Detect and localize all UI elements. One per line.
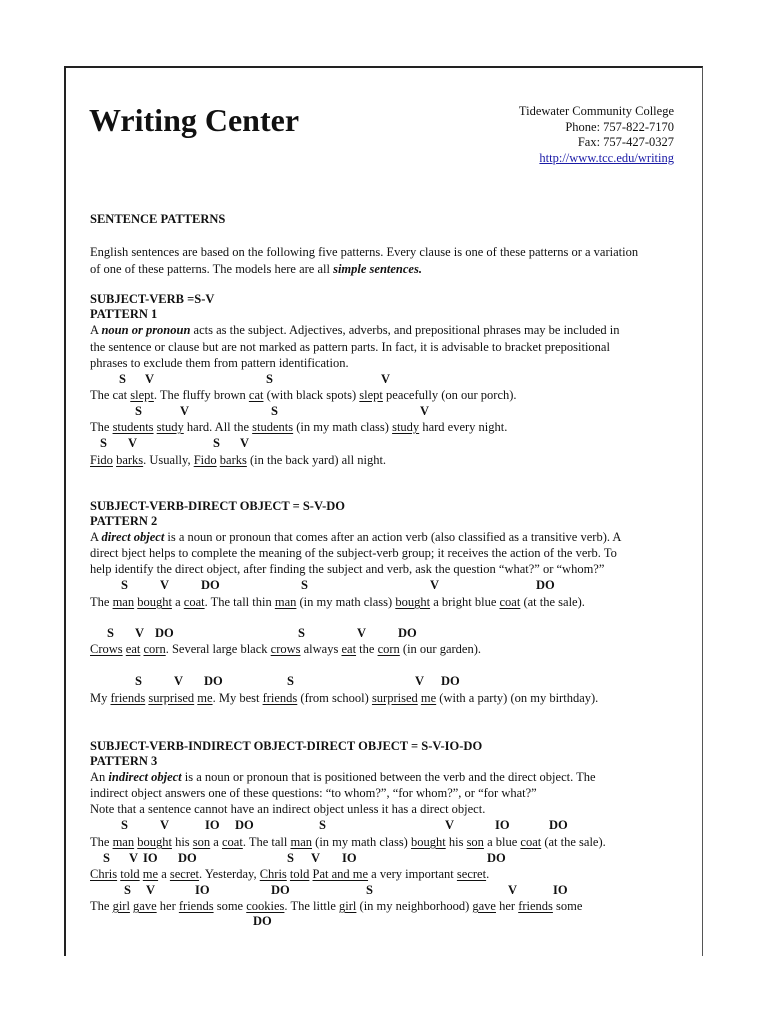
label-do: DO [271,883,290,897]
label-s: S [271,404,278,418]
label-v: V [128,436,138,450]
label-do: DO [549,818,568,832]
label-do: DO [253,914,272,928]
label-s: S [124,883,131,897]
example-sentence: Crows eat corn. Several large black crows always eat the corn (in our garden). [90,642,482,656]
label-v: V [129,851,139,865]
fax: Fax: 757-427-0327 [577,135,674,149]
intro-line: English sentences are based on the following five patterns. Every clause is one of these patterns or a variation [90,245,639,259]
label-s: S [287,851,294,865]
label-s: S [135,674,142,688]
label-s: S [121,818,128,832]
label-s: S [319,818,326,832]
website-link-wrap [539,151,674,167]
pattern1-desc: A noun or pronoun acts as the subject. Adjectives, adverbs, and prepositional phrases may be included in [90,323,620,337]
label-v: V [381,372,391,386]
example-sentence: The students study hard. All the students (in my math class) study hard every night. [90,420,508,434]
label-s: S [135,404,142,418]
label-s: S [298,626,305,640]
pattern2-desc: help identify the direct object, after finding the subject and verb, ask the question “what?” or “whom?” [90,562,605,576]
label-io: IO [195,883,210,897]
label-s: S [266,372,273,386]
example-sentence: The cat slept. The fluffy brown cat (with black spots) slept peacefully (on our porch). [90,388,517,402]
label-do: DO [204,674,223,688]
page-title: Writing Center [89,102,300,138]
label-s: S [287,674,294,688]
pattern2-label: PATTERN 2 [90,514,158,528]
label-v: V [415,674,425,688]
label-io: IO [342,851,357,865]
example-sentence: The man bought his son a coat. The tall man (in my math class) bought his son a blue coat (at the sale). [90,835,606,849]
label-do: DO [441,674,460,688]
pattern2-heading: SUBJECT-VERB-DIRECT OBJECT = S-V-DO [90,499,345,513]
label-io: IO [143,851,158,865]
pattern2-desc: A direct object is a noun or pronoun that comes after an action verb (also classified as a transitive verb). A [90,530,622,544]
example-sentence: The man bought a coat. The tall thin man (in my math class) bought a bright blue coat (at the sale). [90,595,585,609]
label-v: V [311,851,321,865]
label-v: V [445,818,455,832]
label-v: V [160,578,170,592]
label-io: IO [553,883,568,897]
pattern3-desc: indirect object answers one of these questions: “to whom?”, “for whom?”, or “for what?” [90,786,537,800]
website-link[interactable]: http://www.tcc.edu/writing [539,150,674,165]
label-do: DO [155,626,174,640]
label-s: S [213,436,220,450]
label-s: S [121,578,128,592]
example-sentence: Chris told me a secret. Yesterday, Chris told Pat and me a very important secret. [90,867,490,881]
label-s: S [366,883,373,897]
pattern3-desc: An indirect object is a noun or pronoun that is positioned between the verb and the direct object. The [90,770,596,784]
pattern3-label: PATTERN 3 [90,754,158,768]
label-v: V [508,883,518,897]
pattern1-heading: SUBJECT-VERB =S-V [90,292,215,306]
phone: Phone: 757-822-7170 [565,119,674,134]
label-s: S [107,626,114,640]
label-v: V [240,436,250,450]
label-s: S [119,372,126,386]
pattern3-heading: SUBJECT-VERB-INDIRECT OBJECT-DIRECT OBJECT = S-V-IO-DO [90,739,483,753]
college-name: Tidewater Community College [518,104,674,118]
label-v: V [160,818,170,832]
label-do: DO [178,851,197,865]
label-v: V [146,883,156,897]
label-do: DO [201,578,220,592]
intro-line: of one of these patterns. The models here are all simple sentences. [90,262,422,276]
label-do: DO [398,626,417,640]
label-s: S [301,578,308,592]
label-do: DO [536,578,555,592]
pattern1-desc: phrases to exclude them from pattern identification. [90,356,349,370]
label-do: DO [235,818,254,832]
pattern3-desc: Note that a sentence cannot have an indirect object unless it has a direct object. [90,802,486,816]
label-s: S [103,851,110,865]
section-heading: SENTENCE PATTERNS [90,212,226,226]
example-sentence: Fido barks. Usually, Fido barks (in the back yard) all night. [90,453,387,467]
example-sentence: My friends surprised me. My best friends (from school) surprised me (with a party) (on my birthday). [90,691,599,705]
label-v: V [145,372,155,386]
pattern1-label: PATTERN 1 [90,307,158,321]
label-do: DO [487,851,506,865]
label-v: V [430,578,440,592]
pattern2-desc: direct bject helps to complete the meaning of the subject-verb group; it receives the action of the verb. To [90,546,617,560]
pattern1-desc: the sentence or clause but are not marked as pattern parts. In fact, it is advisable to bracket prepositional [90,340,610,354]
example-sentence: The girl gave her friends some cookies. The little girl (in my neighborhood) gave her friends some [90,899,583,913]
label-io: IO [205,818,220,832]
label-v: V [357,626,367,640]
label-io: IO [495,818,510,832]
label-v: V [174,674,184,688]
label-v: V [180,404,190,418]
label-v: V [135,626,145,640]
label-v: V [420,404,430,418]
label-s: S [100,436,107,450]
